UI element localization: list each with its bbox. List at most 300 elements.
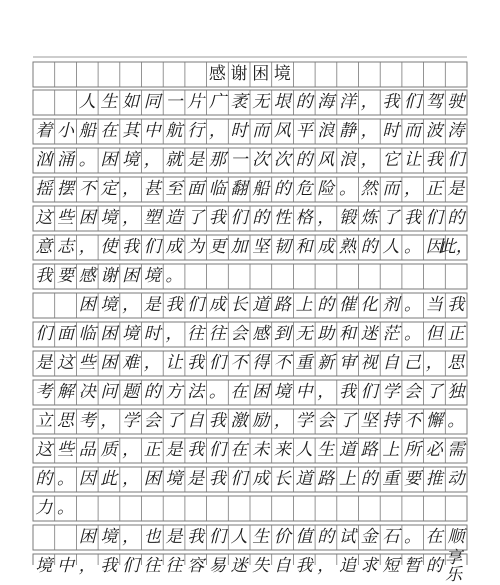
char-cell: 正: [447, 324, 465, 344]
char-cell: 激: [230, 411, 248, 431]
char-cell: 广: [208, 92, 226, 112]
char-cell: 此，: [438, 237, 473, 257]
char-cell: [293, 496, 315, 521]
char-cell: 熟: [338, 237, 356, 257]
char-cell: 就: [165, 150, 183, 170]
char-cell: 无: [295, 324, 313, 344]
char-cell: 临: [78, 324, 96, 344]
char-cell: 而: [404, 121, 422, 141]
char-cell: 重: [382, 469, 400, 489]
char-cell: 翻: [230, 179, 248, 199]
char-cell: [228, 264, 250, 289]
char-cell: 困: [78, 208, 96, 228]
char-cell: 持: [382, 411, 400, 431]
char-cell: [250, 264, 272, 289]
char-cell: [380, 62, 402, 87]
essay-title-row: [33, 62, 467, 87]
char-cell: 。: [404, 237, 422, 257]
char-cell: 着: [35, 121, 53, 141]
essay-line: [33, 525, 467, 550]
char-cell: 推: [425, 469, 443, 489]
char-cell: [358, 496, 380, 521]
char-cell: 意: [35, 237, 53, 257]
char-cell: 境: [122, 150, 140, 170]
char-cell: [98, 62, 120, 87]
char-cell: [445, 62, 467, 87]
char-cell: 们: [447, 150, 465, 170]
char-cell: [423, 496, 445, 521]
char-cell: 坚: [360, 411, 378, 431]
char-cell: 临: [208, 179, 226, 199]
char-cell: 暂: [404, 556, 422, 576]
char-cell: 些: [78, 353, 96, 373]
char-cell: 品: [78, 440, 96, 460]
essay-line: [33, 496, 467, 521]
char-cell: 船: [252, 179, 270, 199]
char-cell: 困: [252, 64, 270, 84]
char-cell: 。: [165, 266, 183, 286]
char-cell: 追: [338, 556, 356, 576]
char-cell: 危: [295, 179, 313, 199]
char-cell: 了: [165, 411, 183, 431]
char-cell: 韧: [273, 237, 291, 257]
essay-line: [33, 293, 467, 318]
char-cell: 到: [273, 324, 291, 344]
char-cell: 新: [317, 353, 335, 373]
char-cell: 一: [165, 92, 183, 112]
char-cell: [207, 496, 229, 521]
char-cell: 和: [338, 324, 356, 344]
char-cell: 境: [122, 324, 140, 344]
char-cell: 审: [338, 353, 356, 373]
char-cell: 我: [425, 150, 443, 170]
char-cell: 摆: [57, 179, 75, 199]
char-cell: 不: [78, 179, 96, 199]
char-cell: 往: [187, 324, 205, 344]
char-cell: 容: [187, 556, 205, 576]
char-cell: 的: [252, 208, 270, 228]
char-cell: 成: [208, 295, 226, 315]
char-cell: [293, 264, 315, 289]
char-cell: 。: [447, 411, 465, 431]
char-cell: 不: [273, 353, 291, 373]
char-cell: [207, 264, 229, 289]
char-cell: 必: [425, 440, 443, 460]
char-cell: 涌: [57, 150, 75, 170]
char-cell: 它: [382, 150, 400, 170]
char-cell: 因: [425, 237, 443, 257]
char-cell: 思: [447, 353, 465, 373]
char-cell: 境: [165, 469, 183, 489]
char-cell: 得: [252, 353, 270, 373]
char-cell: [358, 264, 380, 289]
char-cell: 我: [382, 92, 400, 112]
char-cell: 石: [382, 527, 400, 547]
char-cell: 励: [252, 411, 270, 431]
char-cell: 谢: [100, 266, 118, 286]
char-cell: 们: [208, 527, 226, 547]
char-cell: 会: [404, 382, 422, 402]
char-cell: 而: [252, 121, 270, 141]
char-cell: 困: [122, 266, 140, 286]
char-cell: 的: [447, 208, 465, 228]
char-cell: 迷: [360, 324, 378, 344]
char-cell: 。: [78, 150, 96, 170]
char-cell: [55, 293, 77, 318]
char-cell: [315, 264, 337, 289]
char-cell: 们: [425, 208, 443, 228]
char-cell: 感: [208, 64, 226, 84]
char-cell: 未: [252, 440, 270, 460]
char-cell: 然: [360, 179, 378, 199]
char-cell: 法: [187, 382, 205, 402]
char-cell: [402, 496, 424, 521]
char-cell: [76, 62, 98, 87]
char-cell: 时: [382, 121, 400, 141]
char-cell: 会: [230, 324, 248, 344]
char-cell: 人: [295, 440, 313, 460]
char-cell: [337, 496, 359, 521]
char-cell: 次: [273, 150, 291, 170]
char-cell: 让: [404, 150, 422, 170]
char-cell: [337, 62, 359, 87]
essay-line: [33, 90, 467, 115]
char-cell: 。: [404, 527, 422, 547]
char-cell: [55, 90, 77, 115]
char-cell: [380, 264, 402, 289]
char-cell: 片: [187, 92, 205, 112]
char-cell: 使: [100, 237, 118, 257]
char-cell: 路: [360, 440, 378, 460]
char-cell: 小: [57, 121, 75, 141]
char-cell: [272, 264, 294, 289]
char-cell: ，: [360, 121, 378, 141]
char-cell: 方: [165, 382, 183, 402]
char-cell: 解: [57, 382, 75, 402]
char-cell: 谢: [230, 64, 248, 84]
char-cell: 往: [208, 324, 226, 344]
char-cell: 享乐: [445, 547, 463, 585]
char-cell: 我: [35, 266, 53, 286]
char-cell: 在: [230, 382, 248, 402]
char-cell: ，: [425, 353, 443, 373]
char-cell: 这: [57, 353, 75, 373]
char-cell: 上: [338, 469, 356, 489]
char-cell: [380, 496, 402, 521]
char-cell: 同: [143, 92, 161, 112]
char-cell: 力: [35, 498, 53, 518]
char-cell: 甚: [143, 179, 161, 199]
char-cell: ，: [122, 179, 140, 199]
char-cell: [402, 264, 424, 289]
char-cell: 行: [187, 121, 205, 141]
char-cell: 剂: [382, 295, 400, 315]
char-cell: 的: [360, 237, 378, 257]
char-cell: 路: [317, 469, 335, 489]
char-cell: 境: [273, 64, 291, 84]
char-cell: 性: [273, 208, 291, 228]
char-cell: 生: [252, 527, 270, 547]
char-cell: 让: [165, 353, 183, 373]
char-cell: 感: [252, 324, 270, 344]
char-cell: 问: [100, 382, 118, 402]
char-cell: 而: [382, 179, 400, 199]
char-cell: [315, 496, 337, 521]
char-cell: 重: [295, 353, 313, 373]
char-cell: 。: [57, 498, 75, 518]
char-cell: 考: [35, 382, 53, 402]
char-cell: [423, 62, 445, 87]
char-cell: 的: [35, 469, 53, 489]
char-cell: 我: [208, 411, 226, 431]
char-cell: 涛: [447, 121, 465, 141]
char-cell: 的: [317, 295, 335, 315]
char-cell: 的: [295, 92, 313, 112]
char-cell: 困: [78, 295, 96, 315]
char-cell: 境: [100, 295, 118, 315]
char-cell: 己: [404, 353, 422, 373]
char-cell: 动: [447, 469, 465, 489]
char-cell: 催: [338, 295, 356, 315]
char-cell: 所: [404, 440, 422, 460]
char-cell: 垠: [273, 92, 291, 112]
char-cell: 我: [295, 556, 313, 576]
char-cell: 更: [208, 237, 226, 257]
char-cell: 静: [338, 121, 356, 141]
char-cell: 自: [273, 556, 291, 576]
char-cell: [358, 62, 380, 87]
char-cell: 们: [187, 295, 205, 315]
char-cell: 当: [425, 295, 443, 315]
char-cell: 风: [273, 121, 291, 141]
char-cell: 短: [382, 556, 400, 576]
char-cell: 困: [143, 469, 161, 489]
char-cell: 懈: [425, 411, 443, 431]
char-cell: [33, 62, 55, 87]
char-cell: 试: [338, 527, 356, 547]
essay-line: [33, 351, 467, 376]
char-cell: 困: [100, 353, 118, 373]
char-cell: [120, 62, 142, 87]
char-cell: 浪: [338, 150, 356, 170]
char-cell: 迷: [230, 556, 248, 576]
char-cell: 。: [57, 469, 75, 489]
char-cell: 要: [57, 266, 75, 286]
char-cell: 志: [57, 237, 75, 257]
char-cell: 需: [447, 440, 465, 460]
char-cell: 这: [35, 208, 53, 228]
char-cell: 此: [100, 469, 118, 489]
char-cell: 我: [165, 295, 183, 315]
char-cell: 生: [317, 440, 335, 460]
char-cell: [250, 496, 272, 521]
char-cell: 是: [165, 527, 183, 547]
char-cell: 船: [78, 121, 96, 141]
char-cell: 航: [165, 121, 183, 141]
char-cell: 我: [447, 295, 465, 315]
char-cell: [141, 62, 163, 87]
char-cell: 困: [100, 324, 118, 344]
char-cell: 们: [230, 469, 248, 489]
char-cell: ，: [122, 527, 140, 547]
char-cell: 我: [404, 208, 422, 228]
char-cell: [141, 496, 163, 521]
char-cell: 学: [295, 411, 313, 431]
char-cell: ，: [122, 295, 140, 315]
char-cell: 顺: [447, 527, 465, 547]
char-cell: [120, 496, 142, 521]
char-cell: 境: [35, 556, 53, 576]
char-cell: 学: [382, 382, 400, 402]
essay-line: [33, 438, 467, 463]
char-cell: [337, 264, 359, 289]
char-cell: 是: [447, 179, 465, 199]
char-cell: 面: [57, 324, 75, 344]
char-cell: 们: [208, 353, 226, 373]
char-cell: 锻: [338, 208, 356, 228]
char-cell: ，: [317, 208, 335, 228]
char-cell: 了: [187, 208, 205, 228]
essay-line: [33, 235, 473, 260]
char-cell: [445, 264, 467, 289]
char-cell: ，: [404, 179, 422, 199]
char-cell: 次: [252, 150, 270, 170]
char-cell: 是: [187, 469, 205, 489]
char-cell: 格: [295, 208, 313, 228]
char-cell: 学: [122, 411, 140, 431]
char-cell: ，: [273, 411, 291, 431]
char-cell: 也: [143, 527, 161, 547]
essay-line: [33, 322, 467, 347]
char-cell: 求: [360, 556, 378, 576]
char-cell: 中: [143, 121, 161, 141]
char-cell: 道: [252, 295, 270, 315]
char-cell: 难: [122, 353, 140, 373]
char-cell: 价: [273, 527, 291, 547]
char-cell: 我: [208, 469, 226, 489]
essay-line: [33, 380, 467, 405]
char-cell: 们: [35, 324, 53, 344]
char-cell: 人: [382, 237, 400, 257]
char-cell: [55, 525, 77, 550]
char-cell: 我: [122, 237, 140, 257]
char-cell: 造: [165, 208, 183, 228]
char-cell: 质: [100, 440, 118, 460]
char-cell: 了: [382, 208, 400, 228]
char-cell: 些: [57, 440, 75, 460]
char-cell: 了: [425, 382, 443, 402]
char-cell: 驶: [447, 92, 465, 112]
char-cell: 茫: [382, 324, 400, 344]
char-cell: 生: [100, 92, 118, 112]
essay-line: [33, 467, 467, 492]
char-cell: 塑: [143, 208, 161, 228]
char-cell: 值: [295, 527, 313, 547]
char-cell: [98, 496, 120, 521]
char-cell: 时: [143, 324, 161, 344]
char-cell: [293, 62, 315, 87]
char-cell: 会: [143, 411, 161, 431]
char-cell: 感: [78, 266, 96, 286]
essay-line: [33, 409, 467, 434]
char-cell: 们: [230, 208, 248, 228]
char-cell: [33, 90, 55, 115]
char-cell: 我: [338, 382, 356, 402]
char-cell: 长: [230, 295, 248, 315]
char-cell: 思: [57, 411, 75, 431]
char-cell: 境: [100, 527, 118, 547]
char-cell: [423, 264, 445, 289]
char-cell: 洋: [338, 92, 356, 112]
char-cell: 考: [78, 411, 96, 431]
char-cell: 上: [295, 295, 313, 315]
char-cell: 们: [122, 556, 140, 576]
char-cell: 中: [295, 382, 313, 402]
char-cell: 。: [338, 179, 356, 199]
char-cell: 因: [78, 469, 96, 489]
char-cell: ，: [100, 411, 118, 431]
char-cell: 视: [360, 353, 378, 373]
char-cell: [76, 496, 98, 521]
char-cell: 立: [35, 411, 53, 431]
char-cell: [185, 62, 207, 87]
char-cell: 时: [230, 121, 248, 141]
char-cell: 金: [360, 527, 378, 547]
char-cell: 人: [78, 92, 96, 112]
char-cell: [445, 496, 467, 521]
char-cell: [228, 496, 250, 521]
char-cell: 自: [382, 353, 400, 373]
char-cell: 我: [187, 440, 205, 460]
char-cell: 化: [360, 295, 378, 315]
char-cell: 。: [404, 324, 422, 344]
char-cell: 炼: [360, 208, 378, 228]
char-cell: 在: [230, 440, 248, 460]
char-cell: 我: [187, 353, 205, 373]
char-cell: 如: [122, 92, 140, 112]
char-cell: ，: [360, 150, 378, 170]
char-cell: 至: [165, 179, 183, 199]
char-cell: 困: [252, 382, 270, 402]
char-cell: 的: [143, 382, 161, 402]
char-cell: 那: [208, 150, 226, 170]
char-cell: 平: [295, 121, 313, 141]
char-cell: ，: [78, 237, 96, 257]
char-cell: 成: [317, 237, 335, 257]
char-cell: 这: [35, 440, 53, 460]
char-cell: 往: [143, 556, 161, 576]
char-cell: 的: [273, 179, 291, 199]
char-cell: 正: [143, 440, 161, 460]
char-cell: 。: [404, 295, 422, 315]
char-cell: 波: [425, 121, 443, 141]
char-cell: 成: [252, 469, 270, 489]
char-cell: [33, 525, 55, 550]
char-cell: 困: [100, 150, 118, 170]
char-cell: 成: [165, 237, 183, 257]
char-cell: [163, 62, 185, 87]
char-cell: [163, 496, 185, 521]
char-cell: 中: [57, 556, 75, 576]
char-cell: 助: [317, 324, 335, 344]
char-cell: ，: [122, 469, 140, 489]
char-cell: 们: [208, 440, 226, 460]
char-cell: 易: [208, 556, 226, 576]
char-cell: 摇: [35, 179, 53, 199]
char-cell: 道: [338, 440, 356, 460]
char-cell: 失: [252, 556, 270, 576]
char-cell: 为: [187, 237, 205, 257]
